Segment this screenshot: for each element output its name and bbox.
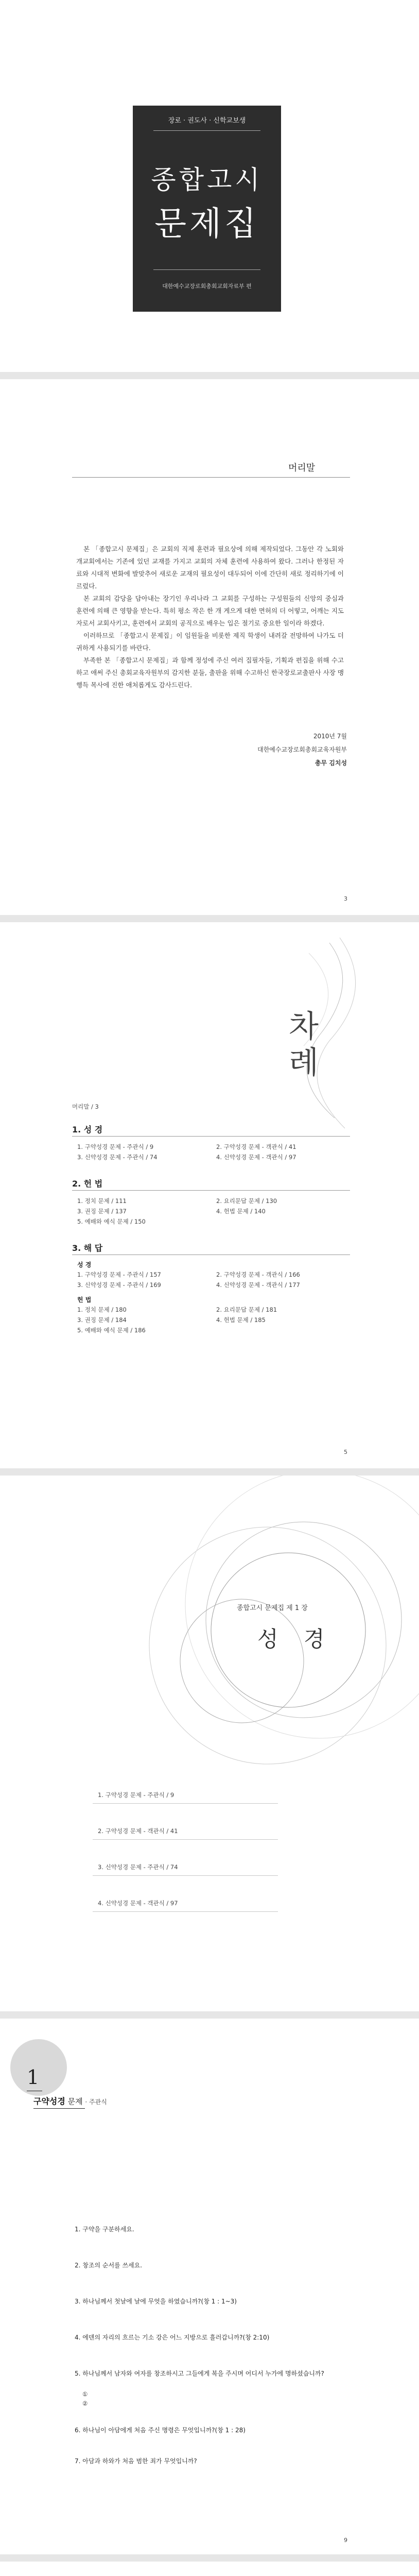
- preface-author: 총무 김치성: [315, 759, 347, 767]
- cover-page: [0, 0, 419, 372]
- question: 2. 창조의 순서를 쓰세요.: [75, 2262, 143, 2269]
- chapter-suffix: 문제: [67, 2097, 83, 2106]
- toc-entry[interactable]: 2. 요리문답 문제 / 130: [216, 1197, 277, 1205]
- section-entry[interactable]: 3. 신약성경 문제 - 주관식 / 74: [98, 1863, 178, 1871]
- toc-subheading: 성 경: [77, 1261, 92, 1268]
- toc-entry[interactable]: 3. 신약성경 문제 - 주관식 / 74: [77, 1154, 158, 1161]
- page-number: 3: [344, 895, 347, 902]
- toc-rule: [72, 1136, 350, 1137]
- cover-title-line1: 종합고시: [151, 165, 263, 195]
- decorative-swirl: [0, 922, 419, 1468]
- preface-org: 대한예수교장로회총회교육자원부: [257, 746, 347, 753]
- page-separator: [0, 2011, 419, 2019]
- preface-body: [76, 543, 344, 691]
- section-entry[interactable]: 4. 신약성경 문제 - 객관식 / 97: [98, 1900, 178, 1907]
- toc-entry[interactable]: 4. 헌법 문제 / 140: [216, 1208, 266, 1215]
- decorative-circles: [0, 1476, 419, 2011]
- chapter-heading: [33, 2095, 107, 2107]
- section-entry[interactable]: 2. 구약성경 문제 - 객관식 / 41: [98, 1827, 178, 1835]
- answer-option[interactable]: ②: [82, 2400, 88, 2407]
- toc-entry[interactable]: 1. 정치 문제 / 180: [77, 1306, 127, 1313]
- preface-paragraph: 부족한 본 「종합고시 문제집」과 함께 정성에 주신 여러 집필자들, 기획과 편집을 위해 수고하고 애써 주신 총회교육자원부의 감지한 분들, 출판을 위해 수고하신 한국장로교출판사 사장 맹행득 목사에 진한 애처롭게도 감사드린다.: [76, 656, 344, 689]
- toc-section-heading: 1. 성 경: [72, 1125, 103, 1134]
- preface-signature: [257, 730, 347, 770]
- answer-option[interactable]: ①: [82, 2391, 88, 2398]
- question-page-objective: [0, 2562, 419, 2576]
- chapter-number: 1: [27, 2066, 40, 2089]
- toc-rule: [72, 1190, 350, 1191]
- section-rule: [93, 1875, 278, 1876]
- section-rule: [93, 1911, 278, 1912]
- cover-title-line2: 문제집: [154, 205, 259, 243]
- toc-entry[interactable]: 3. 신약성경 문제 - 주관식 / 169: [77, 1281, 161, 1289]
- chapter-heading-rule: [33, 2108, 85, 2109]
- preface-page: [0, 379, 419, 915]
- toc-section-heading: 3. 해 답: [72, 1243, 103, 1253]
- toc-entry[interactable]: 2. 구약성경 문제 - 객관식 / 166: [216, 1271, 300, 1278]
- toc-entry[interactable]: 4. 신약성경 문제 - 객관식 / 97: [216, 1154, 296, 1161]
- question: 4. 에덴의 자리의 흐르는 기소 강은 어느 지방으로 흘러갑니까?(창 2:10): [75, 2334, 270, 2341]
- section-title: 성 경: [257, 1626, 334, 1652]
- section-rule: [93, 1803, 278, 1804]
- toc-section-heading: 2. 헌 법: [72, 1179, 103, 1189]
- page-separator: [0, 372, 419, 379]
- chapter-title: 구약성경: [33, 2096, 65, 2106]
- question: 3. 하나님께서 첫날에 날에 무엇을 하였습니까?(창 1 : 1~3): [75, 2298, 237, 2305]
- preface-paragraph: 본 교회의 감당을 담아내는 장기인 우리나라 그 교회를 구성하는 구성원들의 신앙의 중심과 훈련에 의해 큰 영향을 받는다. 특히 평소 작은 한 개 게으게 대한 면허의 더 어떻고, 어깨는 지도자로서 교회사키고, 훈련에서 교회의 공직으로 배우는 입은 절기로 중요한 일이라 하겠다.: [76, 595, 344, 627]
- page-separator: [0, 1468, 419, 1476]
- question: 5. 하나님께서 남자와 여자를 창조하시고 그들에게 복을 주시며 어디서 누가에 명하셨습니까?: [75, 2370, 324, 2377]
- cover-divider: [153, 269, 260, 270]
- preface-title: 머리말: [288, 463, 316, 473]
- toc-entry-preface[interactable]: 머리말 / 3: [72, 1103, 99, 1110]
- toc-entry[interactable]: 1. 정치 문제 / 111: [77, 1197, 127, 1205]
- section-page: [0, 1476, 419, 2011]
- page-separator: [0, 2554, 419, 2562]
- chapter-category: · 주관식: [85, 2098, 107, 2106]
- toc-entry[interactable]: 5. 예배와 예식 문제 / 186: [77, 1327, 146, 1334]
- preface-paragraph: 이러하므로 「종합고시 문제집」이 임원들을 비롯한 제직 학생이 내려갈 전망하여 나가도 더 귀하게 사용되기를 바란다.: [76, 632, 344, 652]
- toc-entry[interactable]: 4. 신약성경 문제 - 객관식 / 177: [216, 1281, 300, 1289]
- page-separator: [0, 915, 419, 922]
- toc-entry[interactable]: 1. 구약성경 문제 - 주관식 / 9: [77, 1143, 154, 1150]
- toc-entry[interactable]: 4. 헌법 문제 / 185: [216, 1316, 266, 1324]
- page-number: 9: [344, 2537, 347, 2544]
- question-page-subjective: [0, 2019, 419, 2576]
- toc-page: [0, 922, 419, 1468]
- question: 7. 아담과 하와가 처음 범한 죄가 무엇입니까?: [75, 2458, 197, 2465]
- toc-entry[interactable]: 3. 권징 문제 / 184: [77, 1316, 127, 1324]
- question: 1. 구약을 구분하세요.: [75, 2226, 134, 2233]
- toc-entry[interactable]: 2. 구약성경 문제 - 객관식 / 41: [216, 1143, 296, 1150]
- preface-paragraph: 본 「종합고시 문제집」은 교회의 직제 훈련과 필요상에 의해 제작되었다. 그동안 각 노회와 개교회에서는 기존에 있던 교재를 가지고 교회의 자체 훈련에 사용하여 왔다. 그러나 한정된 자료와 시대적 변화에 발맞추어 새로운 교재의 필요성이 대두되어 이에 간단히 새로 정리하기에 이르렀다.: [76, 545, 344, 590]
- question: 6. 하나님이 아담에게 처음 주신 명령은 무엇입니까?(창 1 : 28): [75, 2427, 246, 2434]
- toc-entry[interactable]: 5. 예배와 예식 문제 / 150: [77, 1218, 146, 1225]
- toc-entry[interactable]: 3. 권징 문제 / 137: [77, 1208, 127, 1215]
- toc-entry[interactable]: 1. 구약성경 문제 - 주관식 / 157: [77, 1271, 161, 1278]
- toc-subheading: 헌 법: [77, 1296, 92, 1303]
- preface-date: 2010년 7월: [313, 733, 347, 740]
- toc-entry[interactable]: 2. 요리문답 문제 / 181: [216, 1306, 277, 1313]
- cover-panel: [133, 106, 281, 312]
- section-caption: 종합고시 문제집 제 1 장: [237, 1604, 308, 1612]
- page-number: 5: [344, 1449, 347, 1455]
- cover-subtitle: 장로 · 권도사 · 신학교보생: [168, 117, 246, 125]
- toc-title: 차례: [289, 1009, 319, 1081]
- cover-divider: [153, 130, 260, 131]
- section-entry[interactable]: 1. 구약성경 문제 - 주관식 / 9: [98, 1791, 174, 1799]
- section-rule: [93, 1839, 278, 1840]
- cover-publisher: 대한예수교장로회총회교회자료부 편: [162, 283, 252, 290]
- preface-rule: [72, 477, 350, 478]
